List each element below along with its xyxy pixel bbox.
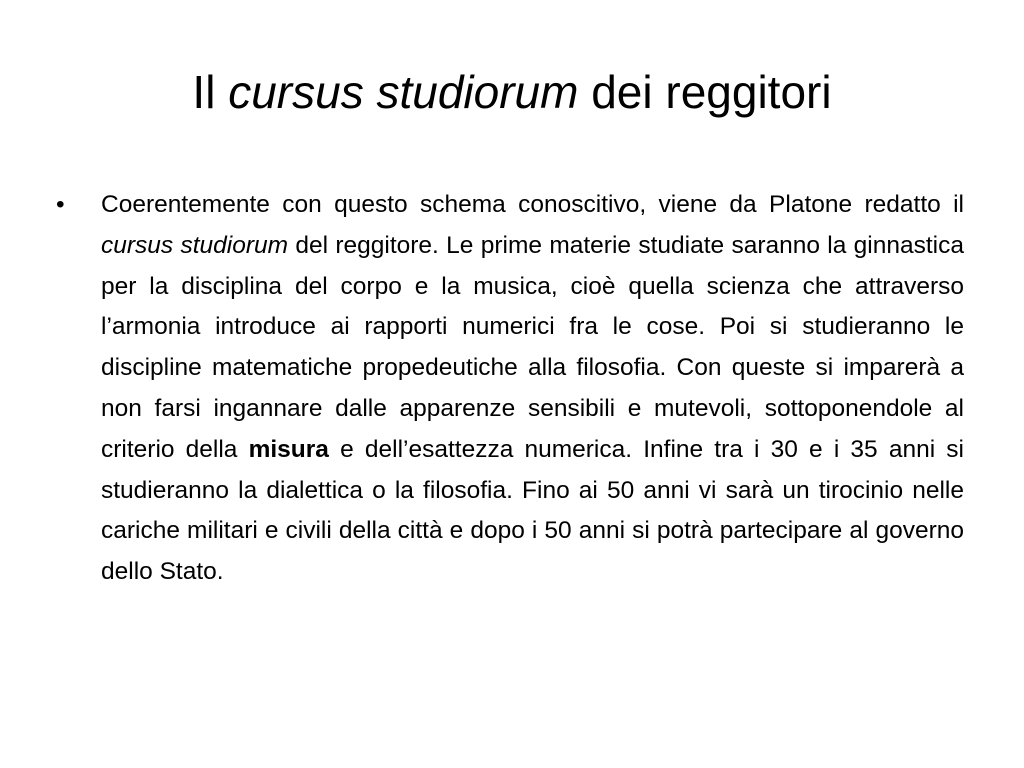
bullet-text <box>101 191 964 585</box>
bullet-text-part-3: del reggitore. Le prime materie studiate saranno la ginnastica per la disciplina del corpo e la musica, cioè quella scienza che attraverso l’armonia introduce ai rapporti numerici fra le cose. Poi si studieranno le discipline matematiche propedeutiche alla filosofia. Con queste si imparerà a non farsi ingannare dalle apparenze sensibili e mutevoli, sottoponendole al criterio della <box>101 231 964 463</box>
bullet-text-italic: cursus studiorum <box>101 231 289 259</box>
title-suffix: dei reggitori <box>578 66 832 118</box>
bullet-text-part-5: e dell’esattezza numerica. Infine tra i 30 e i 35 anni si studieranno la dialettica o la filosofia. Fino ai 50 anni vi sarà un tirocinio nelle cariche militari e civili della città e dopo i 50 anni si potrà partecipare al governo dello Stato. <box>101 435 964 586</box>
title-prefix: Il <box>192 66 229 118</box>
bullet-text-part-1: Coerentemente con questo schema conoscitivo, viene da Platone redatto il <box>101 191 964 218</box>
slide-title <box>0 62 1024 122</box>
bullet-marker: • <box>56 191 65 218</box>
bullet-list <box>56 185 964 593</box>
bullet-text-bold: misura <box>248 435 329 463</box>
title-italic: cursus studiorum <box>228 66 579 118</box>
bullet-item <box>56 185 964 593</box>
